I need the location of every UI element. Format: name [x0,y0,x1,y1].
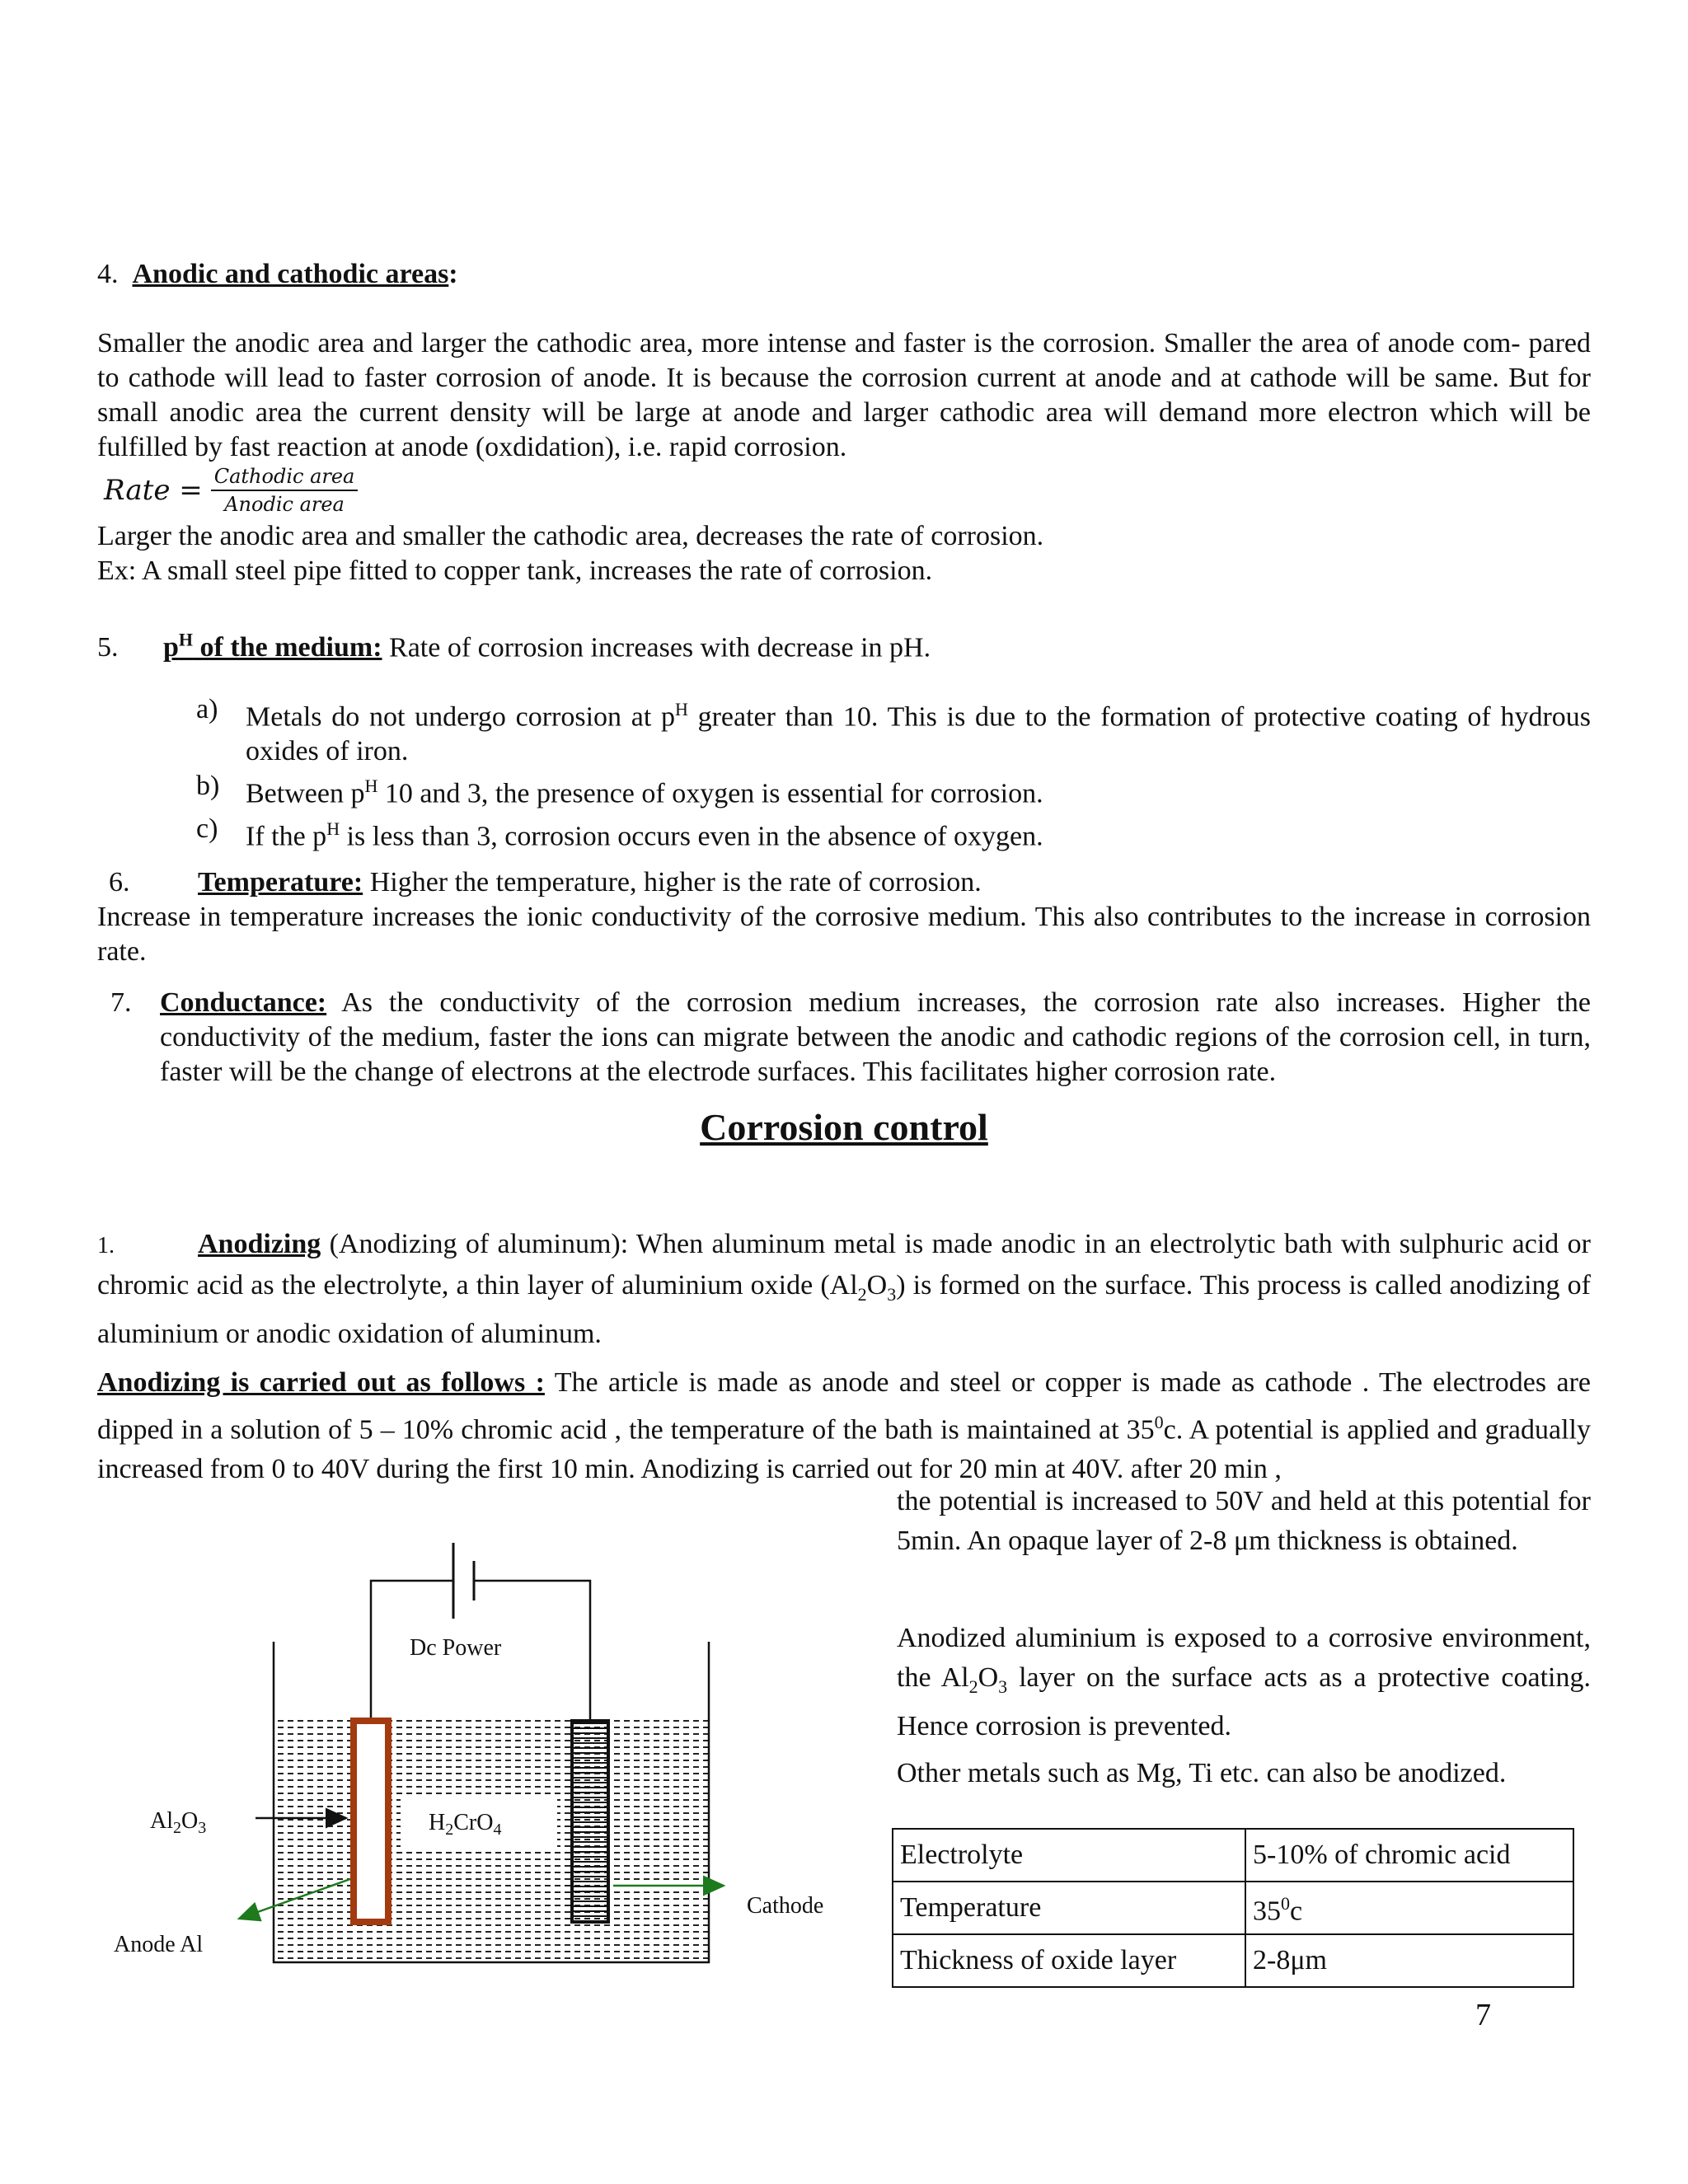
list-marker: c) [196,813,218,844]
title-rest: of the medium: [193,632,382,663]
table-cell-key: Electrolyte [893,1829,1245,1882]
formula-denominator: Anodic area [224,493,345,516]
table-cell-value: 5-10% of chromic acid [1245,1829,1573,1882]
section-5-title [163,632,382,663]
anodizing-paragraph-4 [897,1619,1591,1746]
text-sup: H [364,776,378,797]
section-4-title: Anodic and cathodic areas [132,259,449,289]
section-4-number: 4. [97,259,119,289]
h2cro4-label [429,1810,501,1839]
text: ) is formed on the surface. This process is called anodizing of aluminium or anodic oxidation of aluminum. [97,1270,1592,1349]
list-item-b [196,769,1591,811]
subscript: 3 [887,1283,897,1305]
section-6-heading [109,865,1591,900]
list-text [246,692,1591,769]
section-5-heading [97,623,1591,665]
label-part: CrO [453,1810,494,1835]
section-4-line-1: Larger the anodic area and smaller the cathodic area, decreases the rate of corrosion. [97,521,1044,551]
value-text: 35 [1253,1896,1281,1927]
anode-label: Anode Al [114,1932,204,1957]
al2o3-label [150,1808,206,1837]
section-4-colon: : [448,259,458,289]
anodizing-number: 1. [97,1233,115,1258]
page-number: 7 [1475,1998,1491,2032]
formula-fraction [211,463,359,518]
table-cell-key: Temperature [893,1882,1245,1934]
text: O [978,1662,999,1693]
anodizing-cell-diagram [99,1533,857,1978]
anodizing-conditions-table [892,1828,1574,1988]
text-post: is less than 3, corrosion occurs even in the absence of oxygen. [340,820,1043,851]
section-6-paragraph: Increase in temperature increases the ionic conductivity of the corrosive medium. This also contributes to the increase in corrosion rate. [97,902,1591,967]
table-row [893,1882,1573,1934]
text-post: 10 and 3, the presence of oxygen is essential for corrosion. [377,778,1043,809]
list-text [246,812,1591,854]
section-5-text: Rate of corrosion increases with decrease in pH. [382,632,931,663]
label-sub: 2 [173,1819,181,1837]
cathode-label: Cathode [747,1893,824,1919]
label-part: Al [150,1808,173,1834]
section-6-number: 6. [109,867,130,898]
anodizing-process-title: Anodizing is carried out as follows : [97,1367,545,1398]
value-sup: 0 [1281,1893,1290,1915]
section-6-text: Higher the temperature, higher is the rate of corrosion. [363,867,982,898]
section-7-number: 7. [110,987,132,1018]
section-4-paragraph: Smaller the anodic area and larger the cathodic area, more intense and faster is the corrosion. Smaller the area of anode com- pared to cathode will lead to faster corrosion of anode. It is because the corrosion current at anode and at cathode will be same. But for small anodic area the current density will be large at anode and larger cathodic area will demand more electron which will be fulfilled by fast reaction at anode (oxdidation), i.e. rapid corrosion. [97,328,1591,462]
text-pre: If the p [246,820,327,851]
rate-formula [104,462,358,519]
table-cell-value [1245,1882,1573,1934]
section-6-title: Temperature: [198,867,363,898]
label-sub: 2 [445,1821,454,1839]
label-part: H [429,1810,446,1835]
table-row [893,1934,1573,1987]
anodizing-paragraph-1 [97,1225,1591,1354]
text-sup: H [674,699,688,719]
text: layer on the surface acts as a protective coating. Hence corrosion is prevented. [897,1662,1591,1741]
list-text [246,769,1591,811]
text-pre: Metals do not undergo corrosion at p [246,701,675,733]
anodizing-paragraph-2 [97,1363,1591,1489]
value-post: c [1290,1896,1303,1927]
text-pre: Between p [246,778,365,809]
title-sup: H [178,630,194,650]
section-7-paragraph [110,986,1591,1090]
text: The article is made as anode and steel or copper is made as cathode . The electrodes are dipped in a solution of 5 – 10% chromic acid , the temperature of the bath is maintained at 35 [97,1367,1591,1446]
section-4-heading [97,257,1591,292]
label-sub: 3 [198,1819,207,1837]
section-5-list [196,692,1591,854]
superscript: 0 [1154,1412,1164,1432]
section-7-title: Conductance: [160,987,327,1018]
table-cell-key: Thickness of oxide layer [893,1934,1245,1987]
label-part: O [181,1808,199,1834]
anodizing-paragraph-5: Other metals such as Mg, Ti etc. can also be anodized. [897,1758,1507,1788]
list-marker: b) [196,771,220,802]
text: O [866,1270,888,1301]
dc-power-label: Dc Power [410,1635,502,1661]
anodizing-title: Anodizing [198,1229,321,1259]
text-sup: H [326,818,340,839]
text: c. A potential is applied and gradually increased from 0 to 40V during the first 10 min. Anodizing is carried out for 20 min at 40V. after 20 min , [97,1414,1591,1485]
subscript: 2 [857,1283,867,1305]
anodizing-paragraph-3: the potential is increased to 50V and held at this potential for 5min. An opaque layer of 2-8 μm thickness is obtained. [897,1486,1591,1556]
section-5-number: 5. [97,632,119,663]
text: Anodized aluminium is exposed to a corrosive environment, the Al [897,1623,1591,1693]
label-sub: 4 [493,1821,502,1839]
anode-electrode [354,1721,388,1922]
list-item-c [196,812,1591,854]
title-p: p [163,632,179,663]
text-post: greater than 10. This is due to the formation of protective coating of hydrous oxides of iron. [246,701,1592,767]
cathode-electrode [572,1721,608,1922]
formula-lhs: Rate = [104,474,203,507]
table-cell-value: 2-8μm [1245,1934,1573,1987]
table-row [893,1829,1573,1882]
corrosion-control-heading: Corrosion control [700,1106,988,1148]
list-item-a [196,692,1591,769]
subscript: 2 [968,1675,978,1697]
formula-numerator: Cathodic area [211,463,359,491]
text: (Anodizing of aluminum): When aluminum metal is made anodic in an electrolytic bath with sulphuric acid or chromic acid as the electrolyte, a thin layer of aluminium oxide (Al [97,1229,1591,1301]
section-4-line-2: Ex: A small steel pipe fitted to copper tank, increases the rate of corrosion. [97,555,933,586]
list-marker: a) [196,694,218,724]
section-7-text: As the conductivity of the corrosion medium increases, the corrosion rate also increases. Higher the conductivity of the medium, faster the ions can migrate between the anodic and cathodic regions of the corrosion cell, in turn, faster will be the change of electrons at the electrode surfaces. This facilitates higher corrosion rate. [160,987,1591,1087]
subscript: 3 [998,1675,1008,1697]
